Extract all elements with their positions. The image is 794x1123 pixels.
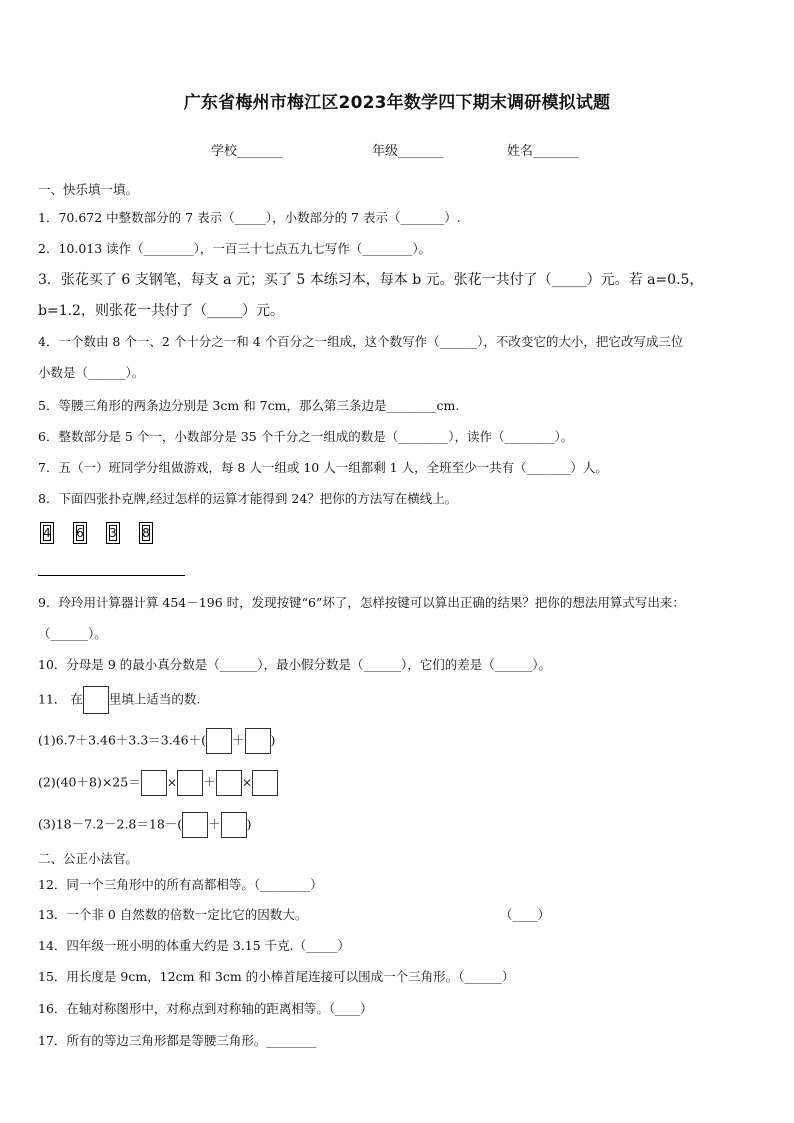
answer-box[interactable] <box>216 770 242 796</box>
question-11-part-3 <box>38 812 252 838</box>
question-1: 1．70.672 中整数部分的 7 表示（_____），小数部分的 7 表示（_______）. <box>38 210 461 225</box>
answer-box[interactable] <box>177 770 203 796</box>
answer-box[interactable] <box>141 770 167 796</box>
question-17: 17．所有的等边三角形都是等腰三角形。________ <box>38 1033 317 1048</box>
question-6: 6．整数部分是 5 个一，小数部分是 35 个千分之一组成的数是（________），读作（________）。 <box>38 429 574 444</box>
answer-box[interactable] <box>206 728 232 754</box>
question-11-prefix: 11． 在 <box>38 691 83 707</box>
question-11-part-1 <box>38 728 275 754</box>
answer-line[interactable] <box>38 575 185 576</box>
question-16: 16．在轴对称图形中，对称点到对称轴的距离相等。（____） <box>38 1001 373 1016</box>
page-title: 广东省梅州市梅江区2023年数学四下期末调研模拟试题 <box>183 93 611 113</box>
grade-field: 年级_______ <box>372 144 444 159</box>
question-3-line-2: b=1.2，则张花一共付了（_____）元。 <box>38 303 284 319</box>
question-7: 7．五（一）班同学分组做游戏，每 8 人一组或 10 人一组都剩 1 人，全班至少一共有（_______）人。 <box>38 460 608 475</box>
question-4-line-2: 小数是（______）。 <box>38 365 145 380</box>
answer-box[interactable] <box>83 686 109 714</box>
times-sign: × <box>241 774 253 790</box>
question-10: 10．分母是 9 的最小真分数是（______），最小假分数是（______），它们的差是（______）。 <box>38 657 552 672</box>
section-1-heading: 一、快乐填一填。 <box>38 182 139 197</box>
answer-box[interactable] <box>252 770 278 796</box>
answer-box[interactable] <box>182 812 208 838</box>
playing-card-3: 3 <box>106 522 120 544</box>
expression-text: (3)18－7.2－2.8＝18－( <box>38 816 183 832</box>
question-11-part-2 <box>38 770 278 796</box>
question-11 <box>38 686 200 714</box>
question-9-line-1: 9．玲玲用计算器计算 454－196 时，发现按键“6”坏了，怎样按键可以算出正确的结果？把你的想法用算式写出来： <box>38 595 685 610</box>
section-2-heading: 二、公正小法官。 <box>38 851 139 866</box>
question-13: 13．一个非 0 自然数的倍数一定比它的因数大。 <box>38 907 308 922</box>
plus-sign: ＋ <box>232 732 245 748</box>
plus-sign: ＋ <box>203 774 216 790</box>
answer-box[interactable] <box>245 728 271 754</box>
playing-card-8: 8 <box>139 522 153 544</box>
playing-card-4: 4 <box>40 522 54 544</box>
name-field: 姓名_______ <box>507 144 579 159</box>
plus-sign: ＋ <box>208 816 221 832</box>
school-field: 学校_______ <box>211 144 283 159</box>
playing-card-6: 6 <box>73 522 87 544</box>
question-5: 5．等腰三角形的两条边分别是 3cm 和 7cm，那么第三条边是________cm. <box>38 398 460 413</box>
question-15: 15．用长度是 9cm，12cm 和 3cm 的小棒首尾连接可以围成一个三角形。（______） <box>38 969 515 984</box>
expression-text: (2)(40＋8)×25＝ <box>38 774 141 790</box>
answer-box[interactable] <box>221 812 247 838</box>
question-2: 2．10.013 读作（________），一百三十七点五九七写作（________）。 <box>38 241 432 256</box>
question-11-suffix: 里填上适当的数. <box>108 691 201 707</box>
question-3-line-1: 3．张花买了 6 支钢笔，每支 a 元；买了 5 本练习本，每本 b 元。张花一共付了（_____）元。若 a=0.5， <box>38 272 704 288</box>
expression-text: (1)6.7＋3.46＋3.3＝3.46＋( <box>38 732 207 748</box>
question-14: 14．四年级一班小明的体重大约是 3.15 千克.（_____） <box>38 938 350 953</box>
times-sign: × <box>166 774 178 790</box>
question-13-answer[interactable]: （____） <box>500 907 551 922</box>
close-paren: ) <box>246 816 252 832</box>
question-9-line-2: （______）。 <box>38 626 107 641</box>
question-8: 8．下面四张扑克牌,经过怎样的运算才能得到 24？把你的方法写在横线上。 <box>38 491 458 506</box>
close-paren: ) <box>270 732 276 748</box>
question-4-line-1: 4．一个数由 8 个一、2 个十分之一和 4 个百分之一组成，这个数写作（______），不改变它的大小，把它改写成三位 <box>38 334 684 349</box>
question-12: 12．同一个三角形中的所有高都相等。（________） <box>38 877 323 892</box>
